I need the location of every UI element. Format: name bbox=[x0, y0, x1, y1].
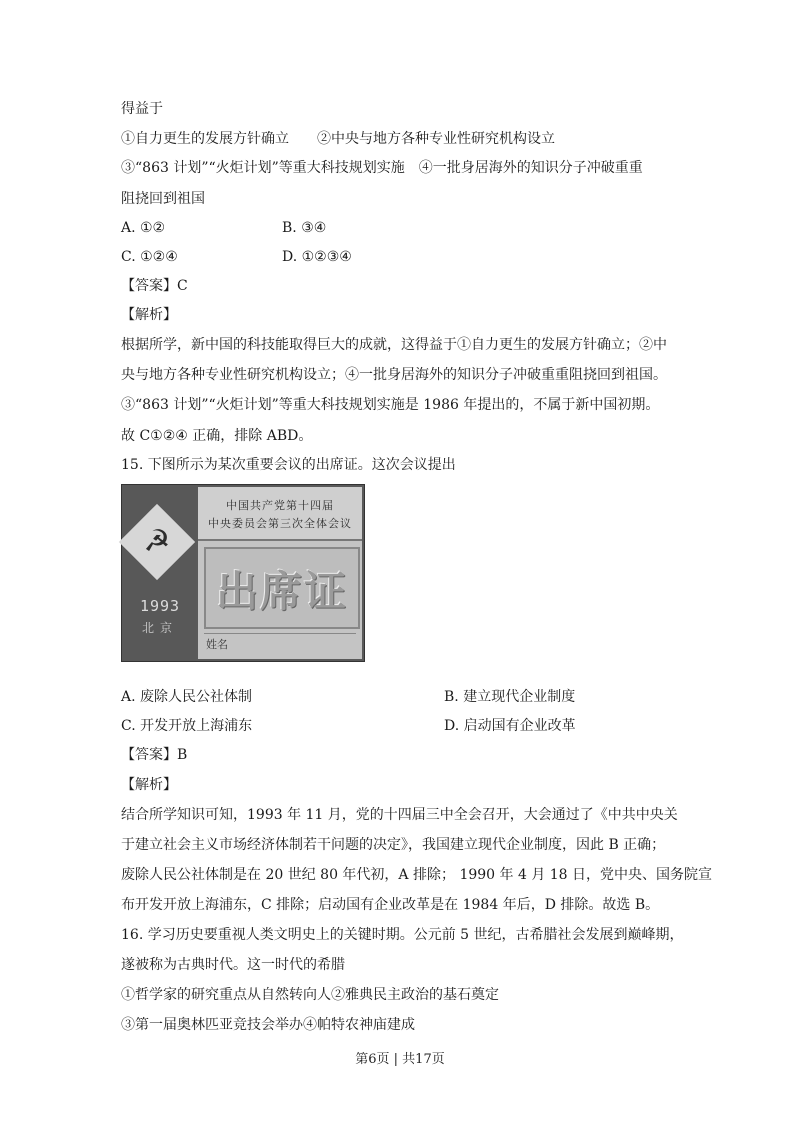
text-line: ③“863 计划”“火炬计划”等重大科技规划实施 ④一批身居海外的知识分子冲破重重 bbox=[121, 160, 643, 176]
analysis-line: 根据所学，新中国的科技能取得巨大的成就，这得益于①自力更生的发展方针确立；②中 bbox=[121, 337, 667, 353]
option-a: A. ①② bbox=[121, 220, 166, 236]
attendance-card-image bbox=[121, 484, 365, 662]
card-title: 出席证 bbox=[215, 567, 348, 616]
card-title-box bbox=[204, 547, 360, 629]
analysis-label: 【解析】 bbox=[121, 307, 177, 323]
analysis-line: 布开发开放上海浦东，C 排除；启动国有企业改革是在 1984 年后，D 排除。故选 B。 bbox=[121, 897, 660, 913]
answer-label: 【答案】B bbox=[121, 747, 188, 763]
analysis-line: 废除人民公社体制是在 20 世纪 80 年代初，A 排除； 1990 年 4 月 18 日，党中央、国务院宣 bbox=[121, 867, 713, 883]
card-header-line2: 中央委员会第三次全体会议 bbox=[208, 517, 352, 530]
question-item: ③第一届奥林匹亚竞技会举办④帕特农神庙建成 bbox=[121, 1017, 415, 1033]
analysis-line: 于建立社会主义市场经济体制若干问题的决定》，我国建立现代企业制度，因此 B 正确； bbox=[121, 837, 666, 853]
analysis-label: 【解析】 bbox=[121, 777, 177, 793]
answer-label: 【答案】C bbox=[121, 278, 188, 294]
text-line: 阻挠回到祖国 bbox=[121, 191, 205, 207]
card-right-panel bbox=[198, 487, 362, 659]
option-c: C. ①②④ bbox=[121, 249, 178, 265]
option-b: B. ③④ bbox=[282, 220, 327, 236]
card-name-field: 姓名 bbox=[204, 633, 356, 656]
option-b: B. 建立现代企业制度 bbox=[444, 689, 576, 705]
card-header-line1: 中国共产党第十四届 bbox=[226, 499, 334, 512]
question-item: ①哲学家的研究重点从自然转向人②雅典民主政治的基石奠定 bbox=[121, 987, 499, 1003]
card-left-panel bbox=[122, 485, 196, 661]
card-year: 1993 bbox=[139, 597, 181, 615]
question-stem: 15. 下图所示为某次重要会议的出席证。这次会议提出 bbox=[121, 457, 456, 473]
hammer-sickle-icon: ☭ bbox=[143, 524, 171, 559]
option-d: D. 启动国有企业改革 bbox=[444, 718, 576, 734]
option-d: D. ①②③④ bbox=[282, 249, 352, 265]
analysis-line: 结合所学知识可知，1993 年 11 月，党的十四届三中全会召开，大会通过了《中共中央关 bbox=[121, 807, 678, 823]
option-c: C. 开发开放上海浦东 bbox=[121, 718, 253, 734]
text-line: ①自力更生的发展方针确立 ②中央与地方各种专业性研究机构设立 bbox=[121, 131, 555, 147]
card-header bbox=[198, 487, 362, 541]
question-stem: 16. 学习历史要重视人类文明史上的关键时期。公元前 5 世纪，古希腊社会发展到巅峰期， bbox=[121, 927, 684, 943]
card-city: 北京 bbox=[141, 621, 178, 635]
page-footer: 第6页 | 共17页 bbox=[355, 1052, 445, 1067]
option-a: A. 废除人民公社体制 bbox=[121, 689, 253, 705]
analysis-line: ③“863 计划”“火炬计划”等重大科技规划实施是 1986 年提出的，不属于新中国初期。 bbox=[121, 397, 660, 413]
question-stem: 遂被称为古典时代。这一时代的希腊 bbox=[121, 957, 345, 973]
text-line: 得益于 bbox=[121, 101, 163, 117]
analysis-line: 央与地方各种专业性研究机构设立；④一批身居海外的知识分子冲破重重阻挠回到祖国。 bbox=[121, 367, 667, 383]
analysis-line: 故 C①②④ 正确，排除 ABD。 bbox=[121, 428, 313, 444]
